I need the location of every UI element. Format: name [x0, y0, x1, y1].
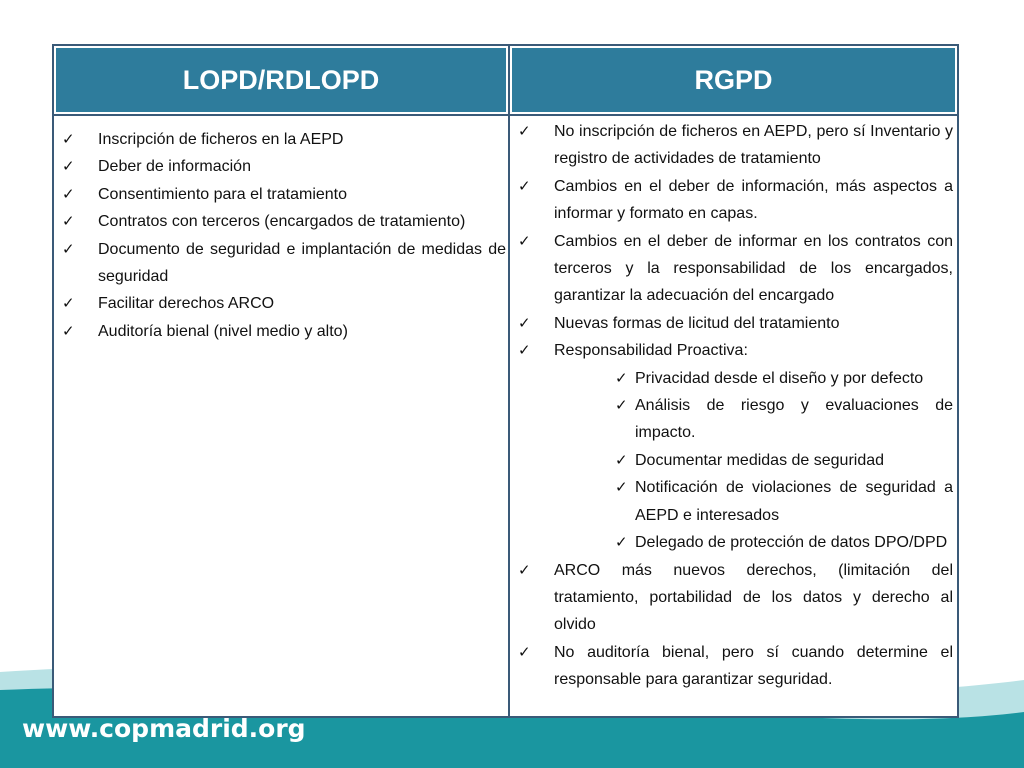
table-body-row	[53, 115, 958, 717]
check-icon: ✓	[518, 313, 531, 332]
check-icon: ✓	[518, 176, 531, 195]
sub-list-item: ✓ Notificación de violaciones de seguridad a AEPD e interesados	[615, 474, 953, 529]
check-icon: ✓	[518, 122, 531, 140]
check-icon: ✓	[62, 294, 75, 313]
check-icon: ✓	[518, 560, 531, 579]
rgpd-list	[510, 116, 957, 694]
list-item: ✓ Cambios en el deber de información, más aspectos a informar y formato en capas.	[518, 173, 953, 228]
comparison-table	[52, 44, 959, 718]
check-icon: ✓	[615, 368, 628, 387]
list-item: ✓ ARCO más nuevos derechos, (limitación del tratamiento, portabilidad de los datos y derecho al olvido	[518, 557, 953, 639]
list-item: ✓ Consentimiento para el tratamiento	[62, 181, 506, 208]
check-icon: ✓	[615, 396, 628, 415]
sub-list-item: ✓ Análisis de riesgo y evaluaciones de impacto.	[615, 392, 953, 447]
footer-url[interactable]: www.copmadrid.org	[22, 714, 306, 743]
check-icon: ✓	[62, 157, 75, 176]
list-item: ✓ Documento de seguridad e implantación de medidas de seguridad	[62, 236, 506, 291]
list-item: ✓ No inscripción de ficheros en AEPD, pero sí Inventario y registro de actividades de tratamiento	[518, 118, 953, 173]
list-item: ✓ Cambios en el deber de informar en los contratos con terceros y la responsabilidad de los encargados, garantizar la adecuación del encargado	[518, 228, 953, 310]
left-column-header: LOPD/RDLOPD	[53, 45, 509, 115]
check-icon: ✓	[615, 450, 628, 469]
check-icon: ✓	[518, 341, 531, 360]
list-item: ✓ Nuevas formas de licitud del tratamiento	[518, 310, 953, 337]
list-item: ✓ Deber de información	[62, 153, 506, 180]
proactive-sublist	[554, 365, 953, 557]
table-header-row	[53, 45, 958, 115]
check-icon: ✓	[62, 239, 75, 258]
check-icon: ✓	[615, 533, 628, 552]
check-icon: ✓	[518, 642, 531, 661]
check-icon: ✓	[62, 130, 75, 148]
sub-list-item: ✓ Privacidad desde el diseño y por defecto	[615, 365, 953, 392]
list-item: ✓ Contratos con terceros (encargados de tratamiento)	[62, 208, 506, 235]
right-column-header: RGPD	[509, 45, 958, 115]
right-column-cell	[509, 115, 958, 717]
lopd-list	[54, 116, 508, 345]
check-icon: ✓	[62, 321, 75, 340]
check-icon: ✓	[62, 184, 75, 203]
list-item: ✓ Auditoría bienal (nivel medio y alto)	[62, 318, 506, 345]
list-item-proactive: ✓ Responsabilidad Proactiva: ✓ Privacidad desde el diseño y por defecto ✓ Análisis de riesgo y evaluaciones de impacto. ✓ Documentar medidas de seguridad ✓ Notificación de violaciones de seguridad a AEPD e interesados ✓ Delegado de protección de datos DPO/DPD	[518, 337, 953, 556]
list-item: ✓ Inscripción de ficheros en la AEPD	[62, 126, 506, 153]
left-column-cell	[53, 115, 509, 717]
list-item: ✓ No auditoría bienal, pero sí cuando determine el responsable para garantizar seguridad.	[518, 639, 953, 694]
list-item: ✓ Facilitar derechos ARCO	[62, 290, 506, 317]
sub-list-item: ✓ Documentar medidas de seguridad	[615, 447, 953, 474]
check-icon: ✓	[615, 478, 628, 497]
check-icon: ✓	[62, 212, 75, 231]
check-icon: ✓	[518, 231, 531, 250]
sub-list-item: ✓ Delegado de protección de datos DPO/DPD	[615, 529, 953, 556]
